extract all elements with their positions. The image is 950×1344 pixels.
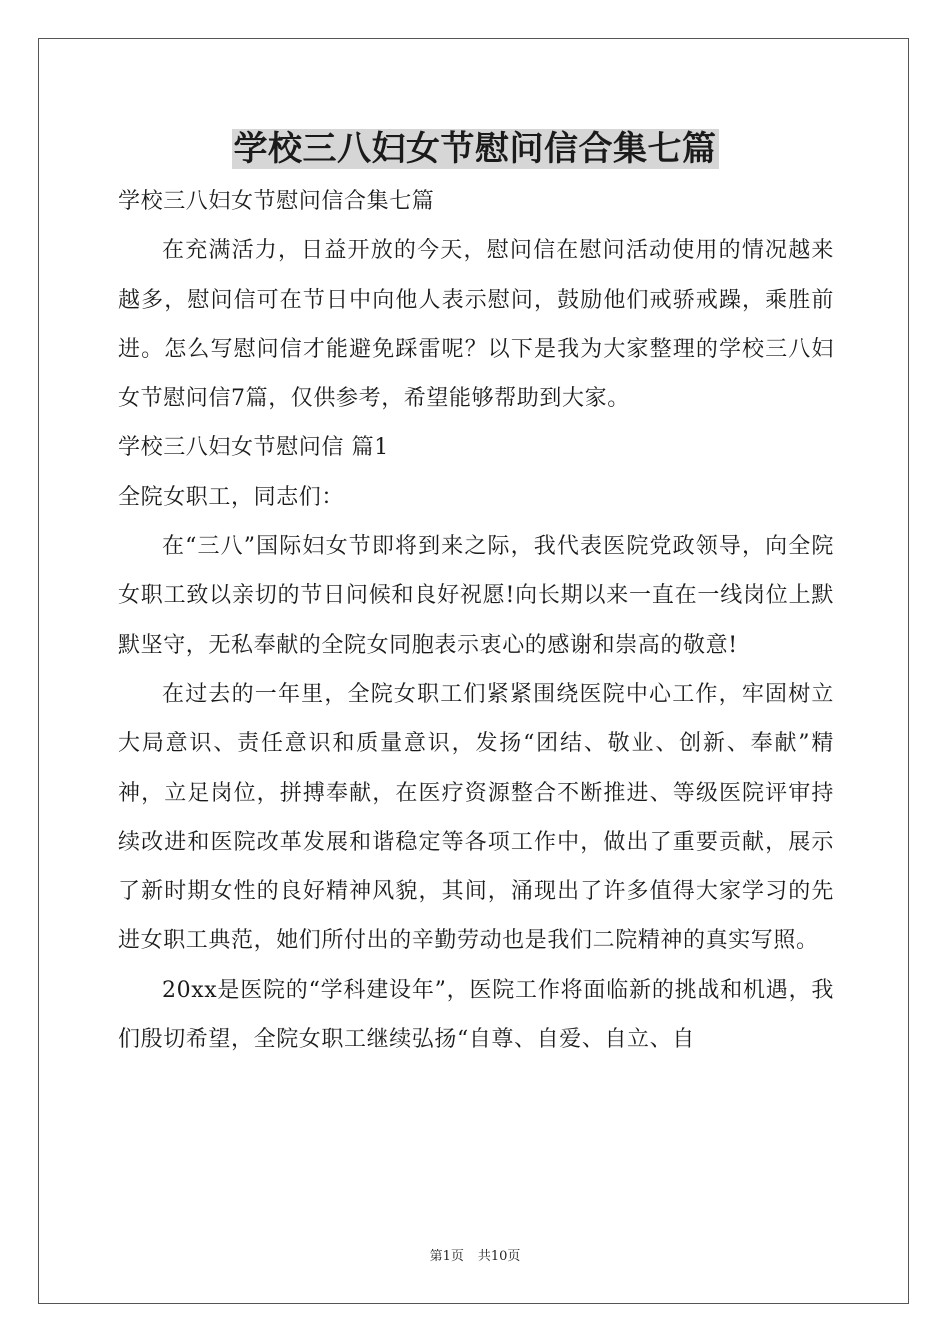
body-paragraph: 在“三八”国际妇女节即将到来之际，我代表医院党政领导，向全院女职工致以亲切的节日问候和良好祝愿!向长期以来一直在一线岗位上默默坚守，无私奉献的全院女同胞表示衷心的感谢和崇高的敬意! (118, 534, 834, 658)
section-heading: 学校三八妇女节慰问信 篇1 (118, 435, 389, 461)
body-paragraph-subtitle: 学校三八妇女节慰问信合集七篇 (118, 189, 435, 214)
page-footer (0, 1248, 950, 1266)
body-paragraph: 20xx是医院的“学科建设年”，医院工作将面临新的挑战和机遇，我们殷切希望，全院女职工继续弘扬“自尊、自爱、自立、自 (118, 977, 834, 1053)
body-paragraph-intro: 在充满活力，日益开放的今天，慰问信在慰问活动使用的情况越来越多，慰问信可在节日中向他人表示慰问，鼓励他们戒骄戒躁，乘胜前进。怎么写慰问信才能避免踩雷呢？以下是我为大家整理的学校三八妇女节慰问信7篇，仅供参考，希望能够帮助到大家。 (118, 238, 834, 412)
page-total: 共10页 (477, 1249, 521, 1264)
page-number: 第1页 (429, 1249, 464, 1264)
document-title (0, 124, 950, 174)
document-body (118, 177, 834, 1064)
document-title-text: 学校三八妇女节慰问信合集七篇 (233, 129, 717, 169)
body-paragraph: 在过去的一年里，全院女职工们紧紧围绕医院中心工作，牢固树立大局意识、责任意识和质量意识，发扬“团结、敬业、创新、奉献”精神，立足岗位，拼搏奉献，在医疗资源整合不断推进、等级医院评审持续改进和医院改革发展和谐稳定等各项工作中，做出了重要贡献，展示了新时期女性的良好精神风貌，其间，涌现出了许多值得大家学习的先进女职工典范，她们所付出的辛勤劳动也是我们二院精神的真实写照。 (118, 681, 834, 954)
salutation: 全院女职工，同志们： (118, 484, 345, 510)
